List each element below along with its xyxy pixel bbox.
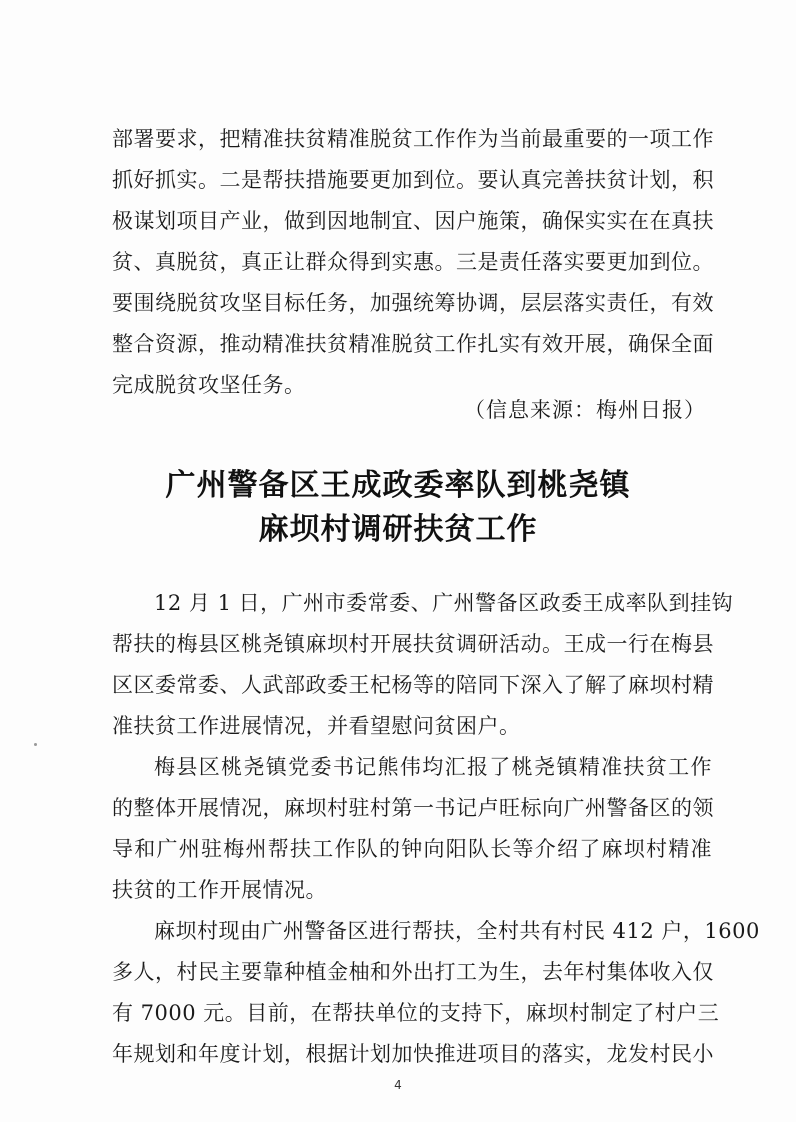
scan-speck: [34, 743, 37, 746]
previous-article-line: 抓好抓实。二是帮扶措施要更加到位。要认真完善扶贫计划，积: [112, 168, 714, 192]
previous-article-line: 要围绕脱贫攻坚目标任务，加强统筹协调，层层落实责任，有效: [112, 291, 714, 315]
paragraph-3-line: 有 7000 元。目前，在帮扶单位的支持下，麻坝村制定了村户三: [112, 1001, 720, 1025]
paragraph-2-line: 梅县区桃尧镇党委书记熊伟均汇报了桃尧镇精准扶贫工作: [154, 755, 712, 779]
paragraph-3-line: 年规划和年度计划，根据计划加快推进项目的落实，龙发村民小: [112, 1042, 714, 1066]
previous-article-line: 部署要求，把精准扶贫精准脱贫工作作为当前最重要的一项工作: [112, 127, 714, 151]
paragraph-1-line: 准扶贫工作进展情况，并看望慰问贫困户。: [112, 714, 521, 738]
paragraph-1-line: 帮扶的梅县区桃尧镇麻坝村开展扶贫调研活动。王成一行在梅县: [112, 632, 714, 656]
article-title-line-2: 麻坝村调研扶贫工作: [258, 512, 538, 547]
previous-article-line: 完成脱贫攻坚任务。: [112, 373, 306, 397]
paragraph-2-line: 的整体开展情况，麻坝村驻村第一书记卢旺标向广州警备区的领: [112, 796, 714, 820]
paragraph-3-line: 麻坝村现由广州警备区进行帮扶，全村共有村民 412 户，1600: [154, 919, 760, 943]
previous-article-line: 极谋划项目产业，做到因地制宜、因户施策，确保实实在在真扶: [112, 209, 714, 233]
page-number: 4: [394, 1078, 402, 1092]
source-attribution: （信息来源：梅州日报）: [464, 398, 706, 422]
paragraph-1-line: 12 月 1 日，广州市委常委、广州警备区政委王成率队到挂钩: [154, 591, 734, 615]
previous-article-line: 整合资源，推动精准扶贫精准脱贫工作扎实有效开展，确保全面: [112, 332, 714, 356]
paragraph-3-line: 多人，村民主要靠种植金柚和外出打工为生，去年村集体收入仅: [112, 960, 714, 984]
previous-article-line: 贫、真脱贫，真正让群众得到实惠。三是责任落实要更加到位。: [112, 250, 714, 274]
paragraph-2-line: 扶贫的工作开展情况。: [112, 878, 327, 902]
paragraph-1-line: 区区委常委、人武部政委王杞杨等的陪同下深入了解了麻坝村精: [112, 673, 714, 697]
article-title-line-1: 广州警备区王成政委率队到桃尧镇: [165, 468, 631, 503]
paragraph-2-line: 导和广州驻梅州帮扶工作队的钟向阳队长等介绍了麻坝村精准: [112, 837, 712, 861]
